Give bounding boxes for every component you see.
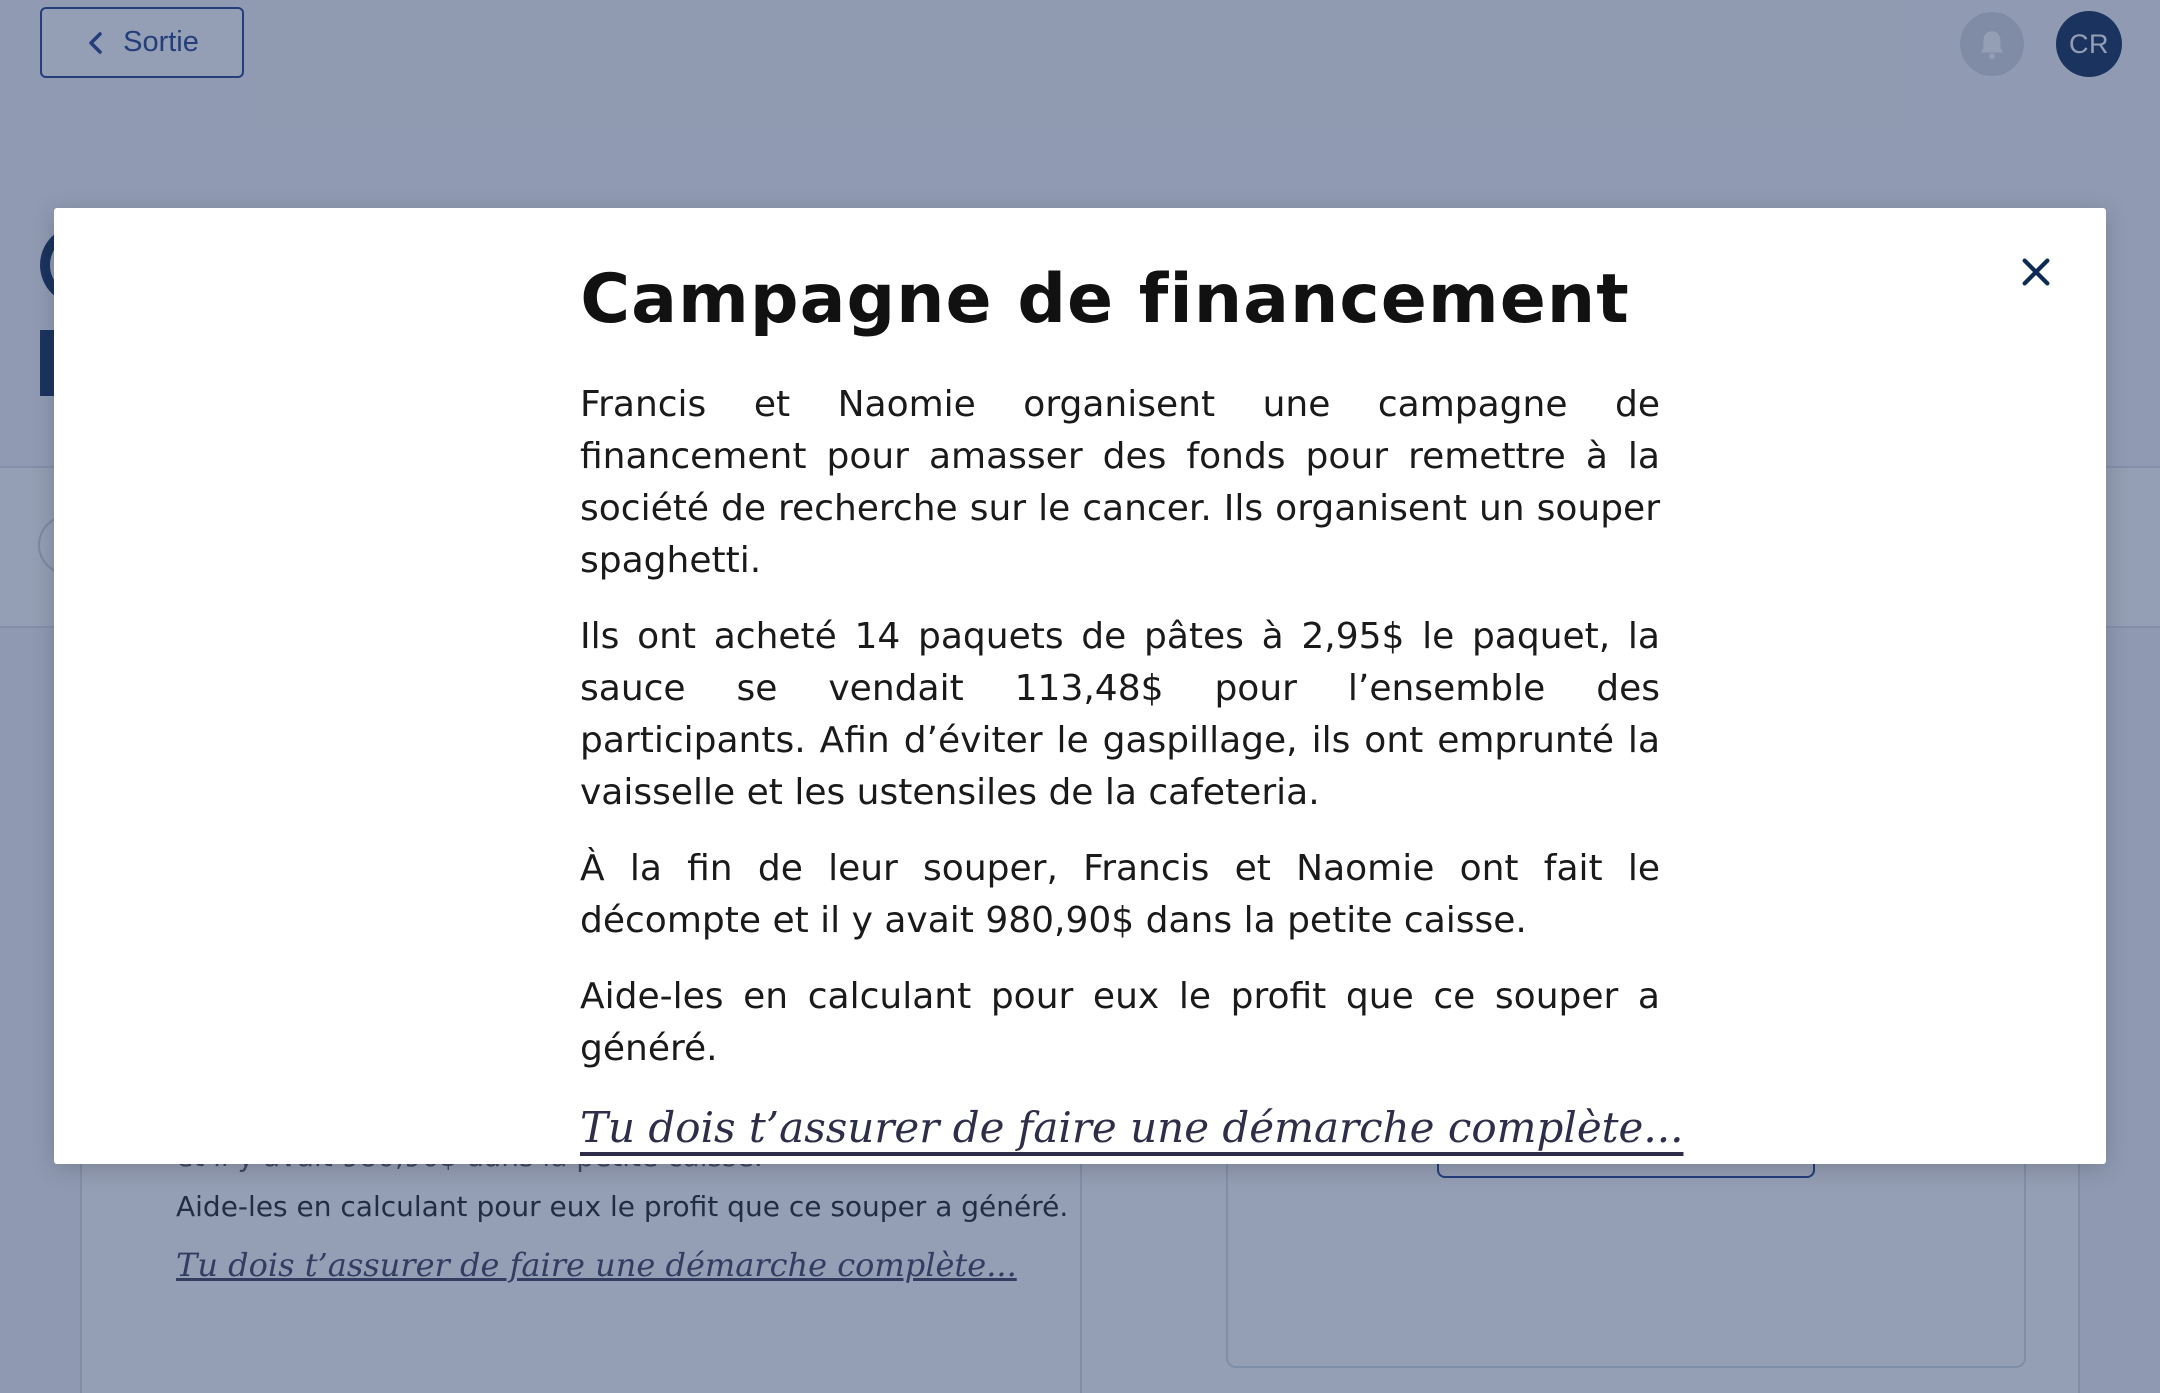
problem-title: Campagne de financement [580,260,1630,339]
problem-paragraph-3: À la fin de leur souper, Francis et Naomie ont fait le décompte et il y avait 980,90$ dans la petite caisse. [580,848,1660,941]
close-button[interactable] [2006,242,2066,302]
problem-image [520,260,1690,1152]
problem-paragraph-2: Ils ont acheté 14 paquets de pâtes à 2,95$ le paquet, la sauce se vendait 113,48$ pour l’ensemble des participants. Afin d’éviter le gaspillage, ils ont emprunté la vaisselle et les ustensiles de la cafeteria. [580,616,1660,813]
problem-paragraph-1: Francis et Naomie organisent une campagne de financement pour amasser des fonds pour remettre à la société de recherche sur le cancer. Ils organisent un souper spaghetti. [580,384,1660,581]
problem-paragraph-4: Aide-les en calculant pour eux le profit que ce souper a généré. [580,976,1660,1069]
problem-instruction: Tu dois t’assurer de faire une démarche complète... [580,1103,1684,1152]
image-modal [54,208,2106,1164]
close-icon [2019,255,2053,289]
